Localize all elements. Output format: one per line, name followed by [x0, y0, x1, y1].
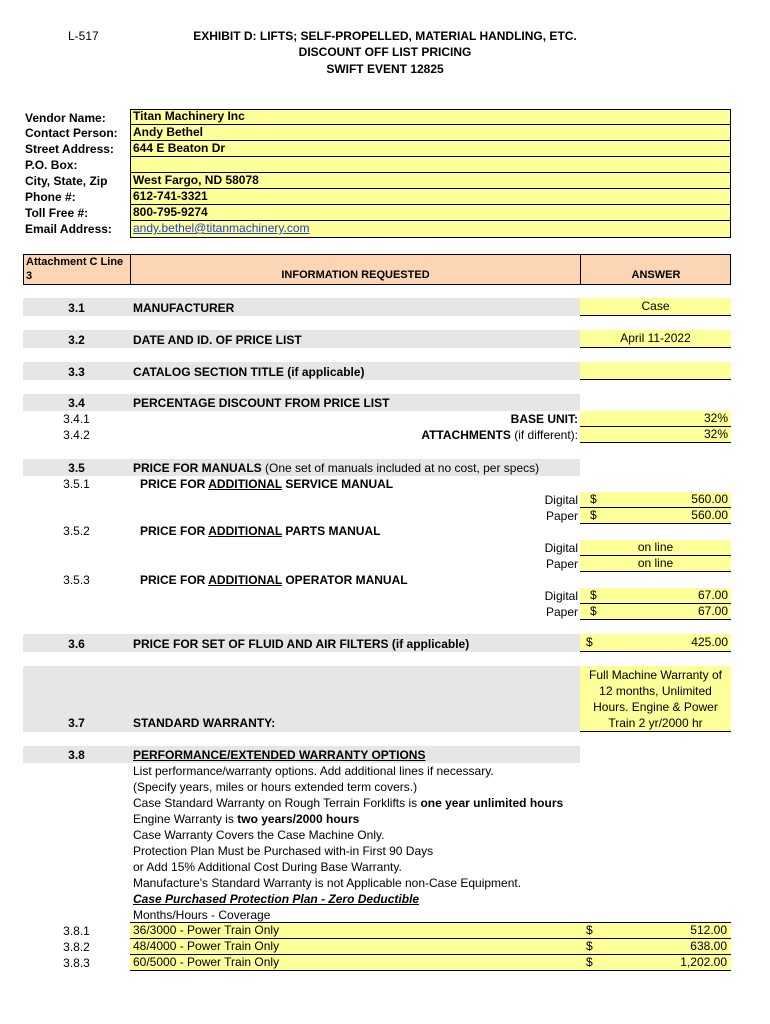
phone-label: Phone #:	[25, 190, 76, 204]
warranty-line: Full Machine Warranty of	[589, 668, 722, 682]
filters-label: PRICE FOR SET OF FLUID AND AIR FILTERS (if applicable)	[133, 637, 470, 651]
price-list-answer[interactable]: April 11-2022	[580, 330, 731, 348]
option-row[interactable]	[130, 955, 731, 971]
operator-manual-label: PRICE FOR ADDITIONAL OPERATOR MANUAL	[140, 573, 408, 587]
warranty-label: STANDARD WARRANTY:	[133, 716, 276, 730]
instruction-text: List performance/warranty options. Add additional lines if necessary.	[133, 764, 494, 778]
warranty-note: Case Standard Warranty on Rough Terrain Forklifts is one year unlimited hours	[133, 796, 564, 810]
warranty-note: Engine Warranty is two years/2000 hours	[133, 812, 360, 826]
warranty-line: 12 months, Unlimited	[599, 684, 712, 698]
paper-label: Paper	[545, 557, 578, 571]
option-price: 638.00	[690, 939, 727, 953]
street-address-label: Street Address:	[25, 142, 114, 156]
row-number: 3.4.1	[63, 412, 90, 426]
service-manual-paper[interactable]: $ 560.00	[580, 508, 731, 524]
city-state-zip-field[interactable]: West Fargo, ND 58078	[130, 173, 731, 189]
operator-manual-digital[interactable]: $ 67.00	[580, 588, 731, 604]
row-number: 3.6	[68, 637, 85, 651]
event-id: SWIFT EVENT 12825	[326, 62, 444, 76]
manufacturer-answer[interactable]: Case	[580, 298, 731, 316]
row-number: 3.1	[68, 301, 85, 315]
parts-manual-digital[interactable]: on line	[580, 540, 731, 556]
vendor-name-label: Vendor Name:	[25, 111, 106, 125]
document-subtitle: DISCOUNT OFF LIST PRICING	[298, 45, 472, 59]
option-row[interactable]	[130, 939, 731, 955]
parts-manual-label: PRICE FOR ADDITIONAL PARTS MANUAL	[140, 524, 381, 538]
warranty-note: Manufacture's Standard Warranty is not Applicable non-Case Equipment.	[133, 876, 522, 890]
discount-label: PERCENTAGE DISCOUNT FROM PRICE LIST	[133, 396, 390, 410]
paper-label: Paper	[545, 605, 578, 619]
answer-header: ANSWER	[631, 269, 681, 281]
warranty-answer[interactable]	[580, 666, 731, 732]
row-number: 3.8.1	[63, 924, 90, 938]
row-number: 3.4.2	[63, 428, 90, 442]
email-link[interactable]: andy.bethel@titanmachinery.com	[133, 221, 310, 235]
manuals-label: PRICE FOR MANUALS (One set of manuals included at no cost, per specs)	[133, 461, 540, 475]
toll-free-field[interactable]: 800-795-9274	[130, 205, 731, 221]
row-number: 3.8.3	[63, 956, 90, 970]
street-address-field[interactable]: 644 E Beaton Dr	[130, 141, 731, 157]
option-row[interactable]	[130, 923, 731, 939]
currency: $	[586, 923, 593, 937]
option-price: 1,202.00	[680, 955, 727, 969]
email-field[interactable]	[130, 221, 731, 237]
row-number: 3.5.2	[63, 524, 90, 538]
row-number: 3.8	[68, 748, 85, 762]
email-label: Email Address:	[25, 222, 112, 236]
catalog-section-label: CATALOG SECTION TITLE (if applicable)	[133, 365, 365, 379]
base-unit-discount[interactable]: 32%	[580, 411, 731, 427]
warranty-note: Protection Plan Must be Purchased with-in First 90 Days	[133, 844, 434, 858]
option-price: 512.00	[690, 923, 727, 937]
option-label: 48/4000 - Power Train Only	[133, 939, 280, 953]
po-box-field[interactable]	[130, 157, 731, 173]
row-number: 3.4	[68, 396, 85, 410]
po-box-label: P.O. Box:	[25, 158, 78, 172]
row-number: 3.5.3	[63, 573, 90, 587]
digital-label: Digital	[544, 493, 578, 507]
warranty-note: or Add 15% Additional Cost During Base Warranty.	[133, 860, 402, 874]
catalog-section-answer[interactable]	[580, 362, 731, 380]
row-number: 3.8.2	[63, 940, 90, 954]
digital-label: Digital	[544, 589, 578, 603]
attachment-header: Attachment C Line 3	[26, 256, 124, 282]
attachments-discount[interactable]: 32%	[580, 427, 731, 443]
row-number: 3.5.1	[63, 477, 90, 491]
form-id: L-517	[68, 29, 99, 43]
instruction-text: (Specify years, miles or hours extended term covers.)	[133, 780, 418, 794]
option-label: 36/3000 - Power Train Only	[133, 923, 280, 937]
filters-price[interactable]: $ 425.00	[580, 634, 731, 652]
parts-manual-paper[interactable]: on line	[580, 556, 731, 572]
price-list-label: DATE AND ID. OF PRICE LIST	[133, 333, 302, 347]
digital-label: Digital	[544, 541, 578, 555]
row-number: 3.2	[68, 333, 85, 347]
attachments-label: ATTACHMENTS (if different):	[421, 428, 578, 442]
paper-label: Paper	[545, 509, 578, 523]
document-title: EXHIBIT D: LIFTS; SELF-PROPELLED, MATERIAL HANDLING, ETC.	[193, 29, 577, 43]
toll-free-label: Toll Free #:	[25, 206, 89, 220]
operator-manual-paper[interactable]: $ 67.00	[580, 604, 731, 620]
city-state-zip-label: City, State, Zip	[25, 174, 108, 188]
service-manual-label: PRICE FOR ADDITIONAL SERVICE MANUAL	[140, 477, 394, 491]
warranty-line: Train 2 yr/2000 hr	[608, 716, 703, 730]
row-number: 3.7	[68, 716, 85, 730]
contact-person-label: Contact Person:	[25, 126, 118, 140]
row-number: 3.3	[68, 365, 85, 379]
vendor-name-field[interactable]: Titan Machinery Inc	[130, 109, 731, 125]
extended-warranty-label: PERFORMANCE/EXTENDED WARRANTY OPTIONS	[133, 748, 426, 762]
row-number: 3.5	[68, 461, 85, 475]
manufacturer-label: MANUFACTURER	[133, 301, 235, 315]
base-unit-label: BASE UNIT:	[510, 412, 578, 426]
warranty-line: Hours. Engine & Power	[593, 700, 718, 714]
contact-person-field[interactable]: Andy Bethel	[130, 125, 731, 141]
coverage-header: Months/Hours - Coverage	[133, 908, 271, 922]
service-manual-digital[interactable]: $ 560.00	[580, 492, 731, 508]
currency: $	[586, 955, 593, 969]
option-label: 60/5000 - Power Train Only	[133, 955, 280, 969]
protection-plan-title: Case Purchased Protection Plan - Zero Deductible	[133, 892, 420, 906]
currency: $	[586, 939, 593, 953]
warranty-note: Case Warranty Covers the Case Machine Only.	[133, 828, 385, 842]
info-header: INFORMATION REQUESTED	[281, 269, 430, 281]
phone-field[interactable]: 612-741-3321	[130, 189, 731, 205]
